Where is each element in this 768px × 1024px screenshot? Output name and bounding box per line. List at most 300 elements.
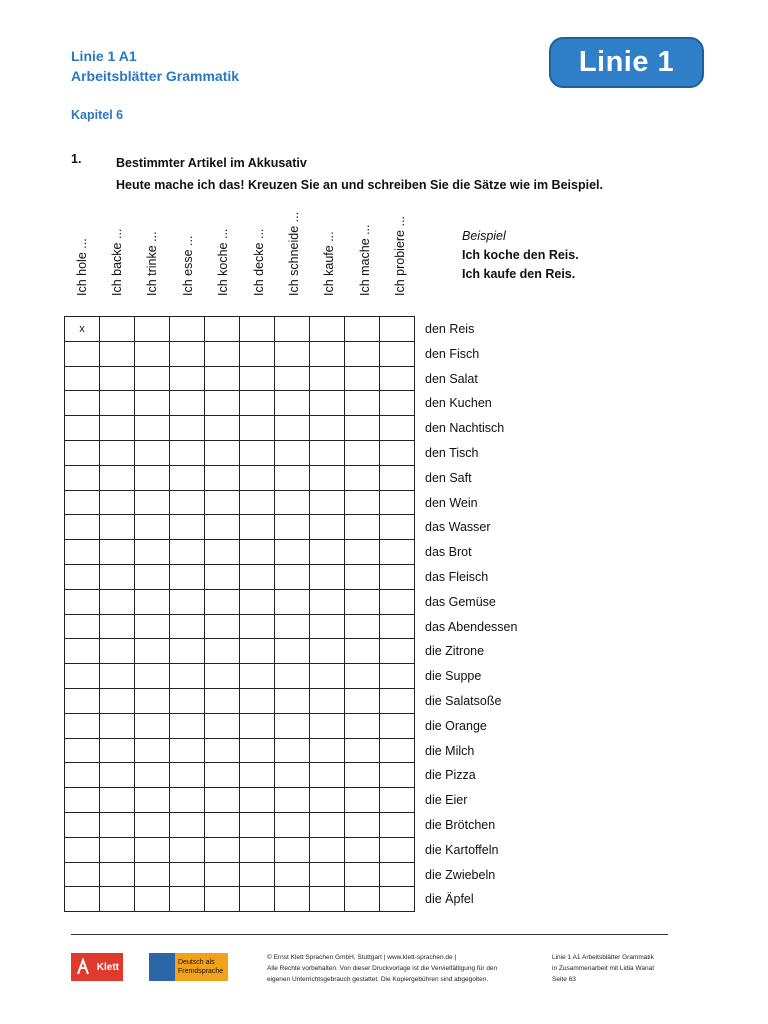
checkbox-cell[interactable] xyxy=(240,688,275,713)
checkbox-cell[interactable] xyxy=(345,788,380,813)
checkbox-cell[interactable] xyxy=(135,416,170,441)
checkbox-cell[interactable] xyxy=(275,862,310,887)
table-row xyxy=(65,416,415,441)
table-row xyxy=(65,614,415,639)
row-label: den Nachtisch xyxy=(425,421,505,436)
checkbox-cell[interactable] xyxy=(170,713,205,738)
row-labels xyxy=(425,317,517,912)
table-row xyxy=(65,713,415,738)
klett-logo-text: Klett xyxy=(96,961,119,973)
row-label: das Abendessen xyxy=(425,619,518,634)
checkbox-cell[interactable] xyxy=(170,391,205,416)
checkbox-cell[interactable] xyxy=(345,614,380,639)
checkbox-cell[interactable] xyxy=(310,788,345,813)
checkbox-cell[interactable] xyxy=(205,639,240,664)
checkbox-cell[interactable] xyxy=(240,540,275,565)
checkbox-cell[interactable] xyxy=(65,440,100,465)
checkbox-cell[interactable] xyxy=(135,589,170,614)
checkbox-cell[interactable] xyxy=(240,317,275,342)
checkbox-cell[interactable] xyxy=(240,589,275,614)
copyright-notice xyxy=(267,952,497,985)
checkbox-cell[interactable] xyxy=(380,614,415,639)
checkbox-cell[interactable] xyxy=(205,366,240,391)
checkbox-cell[interactable] xyxy=(135,564,170,589)
checkbox-cell[interactable] xyxy=(310,887,345,912)
row-label: die Brötchen xyxy=(425,817,496,832)
checkbox-cell[interactable] xyxy=(310,416,345,441)
checkbox-cell[interactable] xyxy=(275,540,310,565)
copyright-line: © Ernst Klett Sprachen GmbH, Stuttgart | www.klett-sprachen.de | xyxy=(267,954,457,961)
column-header xyxy=(383,206,418,310)
checkbox-cell[interactable] xyxy=(135,341,170,366)
checkbox-cell[interactable] xyxy=(135,465,170,490)
column-header-label: Ich trinke ... xyxy=(145,231,160,296)
checkbox-cell[interactable] xyxy=(100,490,135,515)
column-header-label: Ich esse ... xyxy=(180,235,195,296)
checkbox-cell[interactable] xyxy=(345,664,380,689)
checkbox-cell[interactable] xyxy=(380,788,415,813)
checkbox-cell[interactable] xyxy=(205,515,240,540)
checkbox-cell[interactable] xyxy=(310,639,345,664)
checkbox-cell[interactable] xyxy=(240,812,275,837)
copyright-line: Alle Rechte vorbehalten. Von dieser Druckvorlage ist die Vervielfältigung für den xyxy=(267,965,498,972)
checkbox-cell[interactable] xyxy=(135,639,170,664)
checkbox-cell[interactable] xyxy=(380,564,415,589)
checkbox-cell[interactable] xyxy=(240,391,275,416)
checkbox-cell[interactable] xyxy=(310,589,345,614)
checkbox-cell[interactable] xyxy=(275,391,310,416)
checkbox-cell[interactable] xyxy=(170,564,205,589)
checkbox-cell[interactable] xyxy=(310,465,345,490)
checkbox-cell[interactable] xyxy=(310,317,345,342)
checkbox-cell[interactable] xyxy=(275,490,310,515)
column-header xyxy=(276,206,311,310)
checkbox-cell[interactable] xyxy=(205,713,240,738)
checkbox-cell[interactable] xyxy=(100,887,135,912)
row-label: die Zitrone xyxy=(425,644,485,659)
checkbox-cell[interactable] xyxy=(100,465,135,490)
checkbox-cell[interactable] xyxy=(170,837,205,862)
checkbox-cell[interactable] xyxy=(205,614,240,639)
checkbox-cell[interactable] xyxy=(275,515,310,540)
column-header-label: Ich kaufe ... xyxy=(322,231,337,296)
example-line: Ich koche den Reis. xyxy=(462,248,579,262)
checkbox-cell[interactable] xyxy=(275,812,310,837)
checkbox-cell[interactable] xyxy=(345,440,380,465)
checkbox-cell[interactable] xyxy=(205,738,240,763)
checkbox-cell[interactable] xyxy=(65,490,100,515)
checkbox-cell[interactable] xyxy=(380,416,415,441)
checkbox-cell[interactable] xyxy=(345,887,380,912)
checkbox-cell[interactable] xyxy=(205,664,240,689)
checkbox-cell[interactable] xyxy=(135,763,170,788)
table-row xyxy=(65,688,415,713)
checkbox-cell[interactable] xyxy=(380,366,415,391)
checkbox-cell[interactable] xyxy=(65,688,100,713)
checkbox-cell[interactable] xyxy=(345,812,380,837)
table-row xyxy=(65,391,415,416)
table-row xyxy=(65,341,415,366)
checkbox-cell[interactable] xyxy=(170,639,205,664)
checkbox-cell[interactable] xyxy=(65,713,100,738)
checkbox-cell[interactable] xyxy=(345,713,380,738)
checkbox-cell[interactable] xyxy=(310,862,345,887)
checkbox-cell[interactable] xyxy=(275,664,310,689)
row-label: das Gemüse xyxy=(425,594,496,609)
checkbox-cell[interactable] xyxy=(345,837,380,862)
checkbox-cell[interactable] xyxy=(170,664,205,689)
checkbox-cell[interactable] xyxy=(310,490,345,515)
checkbox-cell[interactable] xyxy=(135,713,170,738)
checkbox-cell[interactable] xyxy=(240,639,275,664)
column-header-label: Ich decke ... xyxy=(251,228,266,296)
checkbox-cell[interactable] xyxy=(380,490,415,515)
table-row xyxy=(65,564,415,589)
checkbox-cell[interactable] xyxy=(170,887,205,912)
column-header-label: Ich backe ... xyxy=(110,228,125,296)
checkbox-cell[interactable] xyxy=(310,564,345,589)
checkbox-cell[interactable] xyxy=(380,887,415,912)
checkbox-cell[interactable] xyxy=(205,465,240,490)
checkbox-cell[interactable] xyxy=(170,317,205,342)
checkbox-cell[interactable] xyxy=(345,515,380,540)
checkbox-cell[interactable] xyxy=(275,837,310,862)
checkbox-cell[interactable] xyxy=(275,713,310,738)
table-row xyxy=(65,515,415,540)
checkbox-cell[interactable] xyxy=(65,515,100,540)
checkbox-cell[interactable] xyxy=(170,490,205,515)
linie1-logo: Linie 1 xyxy=(549,37,704,88)
checkbox-cell[interactable] xyxy=(310,366,345,391)
checkbox-cell[interactable] xyxy=(240,341,275,366)
checkbox-cell[interactable] xyxy=(380,391,415,416)
checkbox-cell[interactable] xyxy=(380,763,415,788)
checkbox-cell[interactable] xyxy=(100,440,135,465)
checkbox-cell[interactable] xyxy=(240,837,275,862)
checkbox-cell[interactable] xyxy=(240,664,275,689)
checkbox-cell[interactable] xyxy=(310,664,345,689)
checkbox-cell[interactable] xyxy=(135,812,170,837)
checkbox-cell[interactable] xyxy=(380,341,415,366)
exercise-number: 1. xyxy=(71,152,82,166)
daf-logo-text xyxy=(175,953,228,981)
checkbox-cell[interactable] xyxy=(345,564,380,589)
checkbox-cell[interactable] xyxy=(65,341,100,366)
checkbox-cell[interactable] xyxy=(65,564,100,589)
checkbox-cell[interactable] xyxy=(310,738,345,763)
checkbox-cell[interactable] xyxy=(205,540,240,565)
checkbox-cell[interactable] xyxy=(275,589,310,614)
checkbox-cell[interactable] xyxy=(345,763,380,788)
checkbox-cell[interactable] xyxy=(135,887,170,912)
table-row xyxy=(65,366,415,391)
checkbox-cell[interactable] xyxy=(205,688,240,713)
checkbox-cell[interactable] xyxy=(205,862,240,887)
checkbox-cell[interactable] xyxy=(100,837,135,862)
example-box xyxy=(462,227,579,284)
checkbox-cell[interactable] xyxy=(205,391,240,416)
checkbox-cell[interactable] xyxy=(345,391,380,416)
checkbox-cell[interactable] xyxy=(100,515,135,540)
checkbox-cell[interactable] xyxy=(240,614,275,639)
checkbox-cell[interactable] xyxy=(345,540,380,565)
checkbox-cell[interactable] xyxy=(275,564,310,589)
column-header xyxy=(347,206,382,310)
checkbox-cell[interactable] xyxy=(135,614,170,639)
checkbox-cell[interactable] xyxy=(100,317,135,342)
checkbox-cell[interactable] xyxy=(240,564,275,589)
checkbox-cell[interactable] xyxy=(240,887,275,912)
checkbox-cell[interactable] xyxy=(345,465,380,490)
checkbox-cell[interactable]: x xyxy=(65,317,100,342)
checkbox-cell[interactable] xyxy=(345,862,380,887)
table-row xyxy=(65,540,415,565)
checkbox-cell[interactable] xyxy=(275,366,310,391)
table-row xyxy=(65,490,415,515)
row-label: die Kartoffeln xyxy=(425,842,499,857)
checkbox-cell[interactable] xyxy=(170,812,205,837)
checkbox-cell[interactable] xyxy=(345,639,380,664)
checkbox-cell[interactable] xyxy=(170,540,205,565)
checkbox-cell[interactable] xyxy=(135,862,170,887)
table-row xyxy=(65,664,415,689)
page-info xyxy=(552,952,654,985)
checkbox-cell[interactable] xyxy=(65,465,100,490)
checkbox-cell[interactable] xyxy=(170,440,205,465)
page-info-line: Linie 1 A1 Arbeitsblätter Grammatik xyxy=(552,954,654,961)
checkbox-cell[interactable] xyxy=(100,366,135,391)
page-number: Seite 63 xyxy=(552,976,576,983)
checkbox-cell[interactable] xyxy=(135,540,170,565)
checkbox-cell[interactable] xyxy=(380,688,415,713)
checkbox-cell[interactable] xyxy=(240,515,275,540)
checkbox-cell[interactable] xyxy=(170,416,205,441)
checkbox-cell[interactable] xyxy=(345,688,380,713)
checkbox-cell[interactable] xyxy=(240,366,275,391)
checkbox-cell[interactable] xyxy=(275,614,310,639)
checkbox-cell[interactable] xyxy=(170,366,205,391)
checkbox-cell[interactable] xyxy=(100,664,135,689)
daf-logo xyxy=(149,953,228,981)
checkbox-cell[interactable] xyxy=(65,639,100,664)
checkbox-cell[interactable] xyxy=(170,614,205,639)
daf-logo-line: Deutsch als xyxy=(178,959,215,966)
checkbox-cell[interactable] xyxy=(65,540,100,565)
checkbox-cell[interactable] xyxy=(65,763,100,788)
checkbox-cell[interactable] xyxy=(135,440,170,465)
checkbox-cell[interactable] xyxy=(205,564,240,589)
checkbox-cell[interactable] xyxy=(310,341,345,366)
checkbox-cell[interactable] xyxy=(205,317,240,342)
checkbox-cell[interactable] xyxy=(170,589,205,614)
checkbox-cell[interactable] xyxy=(100,763,135,788)
header-title-block xyxy=(71,46,239,86)
checkbox-cell[interactable] xyxy=(240,738,275,763)
checkbox-cell[interactable] xyxy=(240,788,275,813)
checkbox-cell[interactable] xyxy=(170,862,205,887)
checkbox-cell[interactable] xyxy=(240,713,275,738)
checkbox-cell[interactable] xyxy=(380,440,415,465)
checkbox-cell[interactable] xyxy=(205,812,240,837)
checkbox-cell[interactable] xyxy=(345,317,380,342)
checkbox-cell[interactable] xyxy=(240,490,275,515)
checkbox-cell[interactable] xyxy=(310,540,345,565)
checkbox-cell[interactable] xyxy=(275,440,310,465)
checkbox-cell[interactable] xyxy=(310,763,345,788)
table-row xyxy=(65,862,415,887)
checkbox-cell[interactable] xyxy=(275,465,310,490)
checkbox-cell[interactable] xyxy=(135,490,170,515)
checkbox-cell[interactable] xyxy=(240,440,275,465)
checkbox-cell[interactable] xyxy=(380,515,415,540)
checkbox-cell[interactable] xyxy=(135,788,170,813)
checkbox-cell[interactable] xyxy=(275,317,310,342)
table-row xyxy=(65,763,415,788)
checkbox-cell[interactable] xyxy=(310,837,345,862)
checkbox-cell[interactable] xyxy=(380,639,415,664)
checkbox-cell[interactable] xyxy=(170,738,205,763)
checkbox-cell[interactable] xyxy=(380,664,415,689)
checkbox-cell[interactable] xyxy=(380,738,415,763)
checkbox-cell[interactable] xyxy=(380,540,415,565)
checkbox-cell[interactable] xyxy=(65,738,100,763)
checkbox-cell[interactable] xyxy=(275,639,310,664)
checkbox-cell[interactable] xyxy=(100,341,135,366)
checkbox-cell[interactable] xyxy=(100,688,135,713)
checkbox-cell[interactable] xyxy=(240,416,275,441)
checkbox-cell[interactable] xyxy=(275,341,310,366)
checkbox-cell[interactable] xyxy=(275,738,310,763)
checkbox-cell[interactable] xyxy=(380,862,415,887)
checkbox-cell[interactable] xyxy=(380,589,415,614)
checkbox-cell[interactable] xyxy=(380,713,415,738)
table-row xyxy=(65,837,415,862)
row-label: den Saft xyxy=(425,470,472,485)
checkbox-cell[interactable] xyxy=(65,862,100,887)
checkbox-cell[interactable] xyxy=(240,763,275,788)
checkbox-cell[interactable] xyxy=(135,317,170,342)
checkbox-cell[interactable] xyxy=(170,465,205,490)
checkbox-cell[interactable] xyxy=(275,763,310,788)
checkbox-cell[interactable] xyxy=(205,589,240,614)
daf-logo-line: Fremdsprache xyxy=(178,968,224,975)
checkbox-cell[interactable] xyxy=(65,589,100,614)
checkbox-cell[interactable] xyxy=(170,688,205,713)
checkbox-cell[interactable] xyxy=(205,440,240,465)
checkbox-cell[interactable] xyxy=(380,837,415,862)
checkbox-cell[interactable] xyxy=(100,540,135,565)
checkbox-cell[interactable] xyxy=(135,688,170,713)
checkbox-cell[interactable] xyxy=(100,639,135,664)
checkbox-cell[interactable] xyxy=(135,664,170,689)
checkbox-cell[interactable] xyxy=(345,589,380,614)
column-header xyxy=(312,206,347,310)
checkbox-cell[interactable] xyxy=(310,713,345,738)
checkbox-cell[interactable] xyxy=(100,614,135,639)
checkbox-cell[interactable] xyxy=(100,812,135,837)
checkbox-cell[interactable] xyxy=(205,490,240,515)
table-row xyxy=(65,639,415,664)
checkbox-cell[interactable] xyxy=(205,837,240,862)
checkbox-cell[interactable] xyxy=(275,887,310,912)
checkbox-cell[interactable] xyxy=(65,812,100,837)
checkbox-cell[interactable] xyxy=(65,366,100,391)
checkbox-cell[interactable] xyxy=(310,688,345,713)
chapter-heading: Kapitel 6 xyxy=(71,108,124,122)
checkbox-cell[interactable] xyxy=(380,465,415,490)
checkbox-cell[interactable] xyxy=(170,515,205,540)
column-header xyxy=(99,206,134,310)
checkbox-cell[interactable] xyxy=(380,317,415,342)
checkbox-cell[interactable] xyxy=(100,564,135,589)
checkbox-cell[interactable] xyxy=(135,391,170,416)
row-label: die Pizza xyxy=(425,768,476,783)
row-label: die Suppe xyxy=(425,669,482,684)
checkbox-cell[interactable] xyxy=(240,862,275,887)
exercise-instruction: Heute mache ich das! Kreuzen Sie an und schreiben Sie die Sätze wie im Beispiel. xyxy=(116,178,603,192)
row-label: die Zwiebeln xyxy=(425,867,496,882)
checkbox-cell[interactable] xyxy=(205,341,240,366)
checkbox-cell[interactable] xyxy=(275,688,310,713)
checkbox-cell[interactable] xyxy=(205,887,240,912)
checkbox-cell[interactable] xyxy=(170,788,205,813)
checkbox-cell[interactable] xyxy=(345,341,380,366)
checkbox-cell[interactable] xyxy=(345,738,380,763)
checkbox-cell[interactable] xyxy=(205,788,240,813)
checkbox-cell[interactable] xyxy=(310,614,345,639)
checkbox-cell[interactable] xyxy=(310,391,345,416)
checkbox-cell[interactable] xyxy=(275,788,310,813)
checkbox-cell[interactable] xyxy=(380,812,415,837)
footer-divider xyxy=(71,934,668,935)
checkbox-cell[interactable] xyxy=(135,837,170,862)
checkbox-cell[interactable] xyxy=(100,589,135,614)
checkbox-cell[interactable] xyxy=(65,837,100,862)
checkbox-cell[interactable] xyxy=(310,440,345,465)
checkbox-cell[interactable] xyxy=(65,664,100,689)
checkbox-cell[interactable] xyxy=(345,416,380,441)
checkbox-cell[interactable] xyxy=(65,416,100,441)
checkbox-cell[interactable] xyxy=(65,887,100,912)
checkbox-cell[interactable] xyxy=(205,416,240,441)
checkbox-cell[interactable] xyxy=(100,713,135,738)
checkbox-cell[interactable] xyxy=(100,416,135,441)
checkbox-cell[interactable] xyxy=(65,788,100,813)
checkbox-cell[interactable] xyxy=(100,862,135,887)
checkbox-cell[interactable] xyxy=(170,763,205,788)
checkbox-cell[interactable] xyxy=(205,763,240,788)
checkbox-cell[interactable] xyxy=(100,391,135,416)
checkbox-cell[interactable] xyxy=(345,366,380,391)
checkbox-cell[interactable] xyxy=(240,465,275,490)
checkbox-cell[interactable] xyxy=(100,788,135,813)
checkbox-cell[interactable] xyxy=(170,341,205,366)
answer-grid xyxy=(64,316,415,912)
checkbox-cell[interactable] xyxy=(65,614,100,639)
table-row xyxy=(65,317,415,342)
page-info-line: in Zusammenarbeit mit Lidia Wanat xyxy=(552,965,654,972)
checkbox-cell[interactable] xyxy=(345,490,380,515)
checkbox-cell[interactable] xyxy=(275,416,310,441)
checkbox-cell[interactable] xyxy=(135,366,170,391)
checkbox-cell[interactable] xyxy=(135,515,170,540)
checkbox-cell[interactable] xyxy=(310,515,345,540)
checkbox-cell[interactable] xyxy=(310,812,345,837)
checkbox-cell[interactable] xyxy=(65,391,100,416)
checkbox-cell[interactable] xyxy=(135,738,170,763)
row-label: die Milch xyxy=(425,743,475,758)
checkbox-cell[interactable] xyxy=(100,738,135,763)
